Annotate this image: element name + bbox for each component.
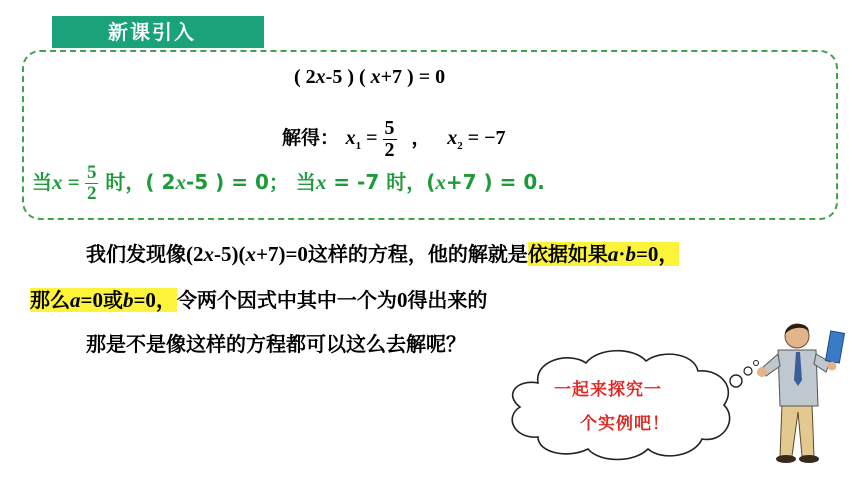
paragraph-2: 那么a=0或b=0，令两个因式中其中一个为0得出来的	[30, 288, 488, 312]
fraction: $\frac{5}{2}$	[86, 162, 97, 204]
fraction: $\frac{5}{2}$	[384, 117, 395, 161]
cloud-line-1: 一起来探究一	[554, 380, 662, 400]
x1-solution: $x_1$ = $\frac{5}{2}$	[345, 117, 395, 161]
banner-title: 新课引入	[108, 20, 196, 44]
conclusion-line: 当x = $\frac{5}{2}$ 时，( 2x-5 ) = 0； 当x = -7 时，(x+7 ) = 0.	[32, 162, 545, 204]
teacher-illustration	[752, 316, 848, 468]
highlight: 依据如果a·b=0，	[527, 242, 680, 266]
cloud-line-2: 个实例吧！	[580, 414, 670, 434]
solution-label: 解得：	[282, 127, 340, 150]
equation: ( 2x-5 ) ( x+7 ) = 0	[294, 66, 446, 88]
paragraph-3: 那是不是像这样的方程都可以这么去解呢？	[86, 332, 466, 356]
paragraph-1: 我们发现像(2x-5)(x+7)=0这样的方程，他的解就是依据如果a·b=0，	[86, 242, 680, 266]
thought-cloud	[498, 345, 760, 467]
x2-solution: $x_2 = -7$	[447, 127, 506, 153]
solution-line: 解得： $x_1$ = $\frac{5}{2}$ ， $x_2 = -7$	[282, 117, 506, 161]
cloud-shape	[498, 345, 760, 467]
highlight: 那么a=0或b=0，	[30, 288, 177, 312]
